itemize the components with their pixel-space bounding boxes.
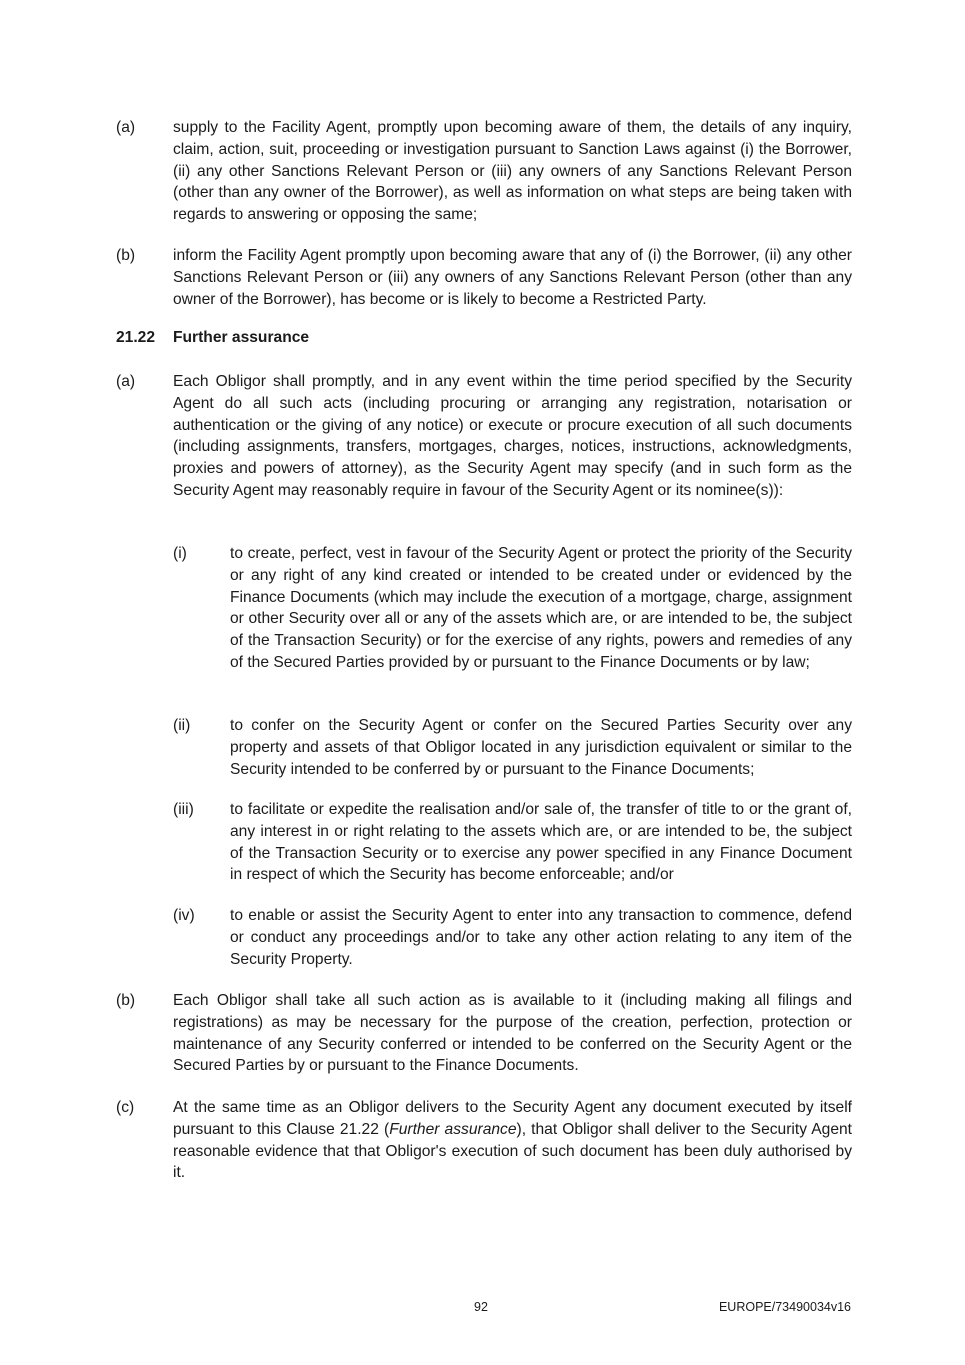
- clause-a: [116, 371, 852, 502]
- subitem-i: [173, 543, 852, 674]
- item-label: (a): [116, 119, 136, 136]
- subitem-label: (iv): [173, 907, 195, 924]
- item-label: (b): [116, 247, 136, 264]
- subitem-label: (ii): [173, 717, 191, 734]
- top-item-a: [116, 117, 852, 226]
- subitem-text: to facilitate or expedite the realisation and/or sale of, the transfer of title to or the grant of, any interest in or right relating to the assets which are, or are intended to be, the subject of the Transaction Security or to exercise any power specified in any Finance Document in respect of which the Security has become enforceable; and/or: [230, 801, 852, 884]
- clause-label: (a): [116, 373, 136, 390]
- subitem-iii: [173, 799, 852, 886]
- subitem-ii: [173, 715, 852, 780]
- subitem-label: (iii): [173, 801, 194, 818]
- clause-b: [116, 990, 852, 1077]
- clause-label: (c): [116, 1099, 135, 1116]
- clause-reference-title: Further assurance: [389, 1120, 517, 1138]
- clause-text-part: At the same time as an Obligor delivers to the Security Agent any document executed by itself pursuant to this Clause 21.22 (: [173, 1099, 852, 1138]
- subitem-text: to create, perfect, vest in favour of the Security Agent or protect the priority of the Security or any right of any kind created or intended to be created under or evidenced by the Finance Documents (which may include the execution of a mortgage, charge, assignment or other Security over all or any of the assets which are, or are intended to be, the subject of the Transaction Security) or for the exercise of any rights, powers and remedies of any of the Secured Parties provided by or pursuant to the Finance Documents or by law;: [230, 545, 852, 671]
- clause-text: Each Obligor shall take all such action as is available to it (including making all filings and registrations) as may be necessary for the purpose of the creation, perfection, protection or maintenance of any Security conferred or intended to be conferred on the Security Agent or the Secured Parties by or pursuant to the Finance Documents.: [173, 992, 852, 1075]
- top-item-b: [116, 245, 852, 310]
- subitem-text: to confer on the Security Agent or confer on the Secured Parties Security over any property and assets of that Obligor located in any jurisdiction equivalent or similar to the Security intended to be conferred by or pursuant to the Finance Documents;: [230, 717, 852, 778]
- section-title: Further assurance: [173, 329, 310, 346]
- clause-text: Each Obligor shall promptly, and in any event within the time period specified by the Security Agent do all such acts (including procuring or arranging any registration, notarisation or authentication or the giving of any notice) or execute or procure execution of all such documents (including assignments, transfers, mortgages, charges, notices, instructions, acknowledgments, proxies and powers of attorney), as the Security Agent may specify (and in such form as the Security Agent may reasonably require in favour of the Security Agent or its nominee(s)):: [173, 373, 852, 499]
- item-text: inform the Facility Agent promptly upon becoming aware that any of (i) the Borrower, (ii) any other Sanctions Relevant Person or (iii) any owners of any Sanctions Relevant Person (other than any owner of the Borrower), has become or is likely to become a Restricted Party.: [173, 247, 852, 308]
- page-number: 92: [474, 1300, 488, 1314]
- subitem-label: (i): [173, 545, 187, 562]
- item-text: supply to the Facility Agent, promptly upon becoming aware of them, the details of any inquiry, claim, action, suit, proceeding or investigation pursuant to Sanction Laws against (i) the Borrower, (ii) any other Sanctions Relevant Person or (iii) any owners of any Sanctions Relevant Person (other than any owner of the Borrower), as well as information on what steps are being taken with regards to answering or opposing the same;: [173, 119, 852, 224]
- clause-label: (b): [116, 992, 136, 1009]
- clause-text-part: ), that Obligor shall deliver to the Security Agent reasonable evidence that that Obligor's execution of such document has been duly authorised by it.: [173, 1120, 853, 1182]
- subitem-text: to enable or assist the Security Agent to enter into any transaction to commence, defend or conduct any proceedings and/or to take any other action relating to any item of the Security Property.: [230, 907, 852, 968]
- section-number: 21.22: [116, 329, 156, 346]
- document-reference: EUROPE/73490034v16: [718, 1300, 851, 1314]
- subitem-iv: [173, 905, 852, 970]
- clause-c: [116, 1097, 852, 1184]
- clause-text: [173, 1097, 852, 1184]
